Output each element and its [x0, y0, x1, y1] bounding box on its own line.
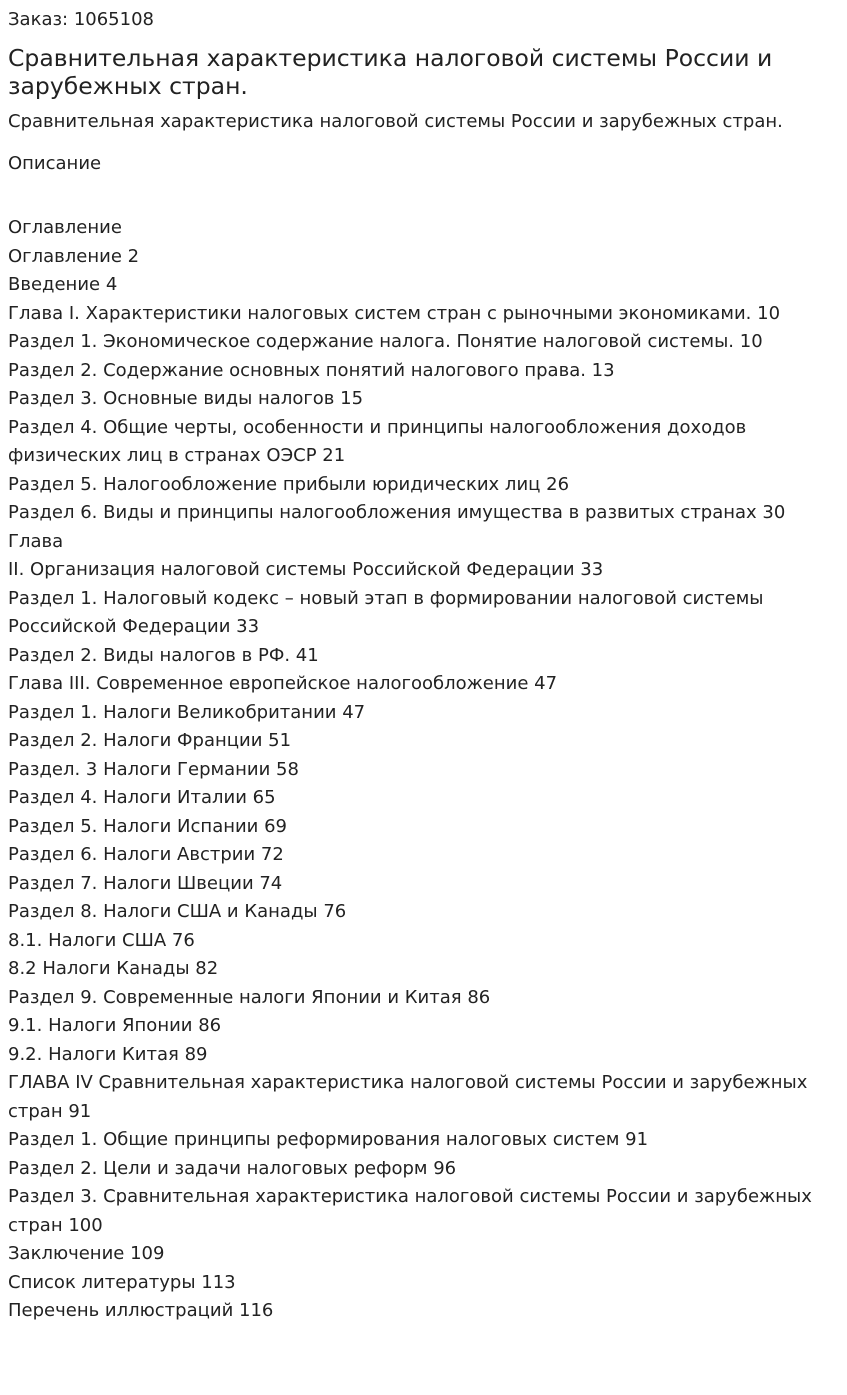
- toc-item: Оглавление: [8, 217, 122, 238]
- page-title: Сравнительная характеристика налоговой системы России и зарубежных стран.: [8, 44, 773, 100]
- description-heading: Описание: [8, 153, 102, 174]
- toc-item: Раздел 5. Налоги Испании 69: [8, 815, 288, 837]
- toc-item: Список литературы 113: [8, 1271, 236, 1293]
- page-subtitle: Сравнительная характеристика налоговой системы России и зарубежных стран.: [8, 111, 783, 132]
- toc-item: Заключение 109: [8, 1243, 165, 1264]
- toc-item: Оглавление 2: [8, 245, 140, 267]
- toc-item: Раздел 6. Виды и принципы налогообложения имущества в развитых странах 30: [8, 502, 786, 523]
- order-number: Заказ: 1065108: [8, 9, 154, 30]
- toc-item: Раздел 5. Налогообложение прибыли юридических лиц 26: [8, 473, 570, 495]
- toc-item: Раздел 2. Виды налогов в РФ. 41: [8, 644, 319, 666]
- toc-item: Раздел. 3 Налоги Германии 58: [8, 758, 299, 780]
- toc-item: Раздел 2. Цели и задачи налоговых реформ 96: [8, 1157, 457, 1179]
- toc-item: Раздел 1. Экономическое содержание налога. Понятие налоговой системы. 10: [8, 331, 763, 352]
- toc-item: Раздел 3. Сравнительная характеристика налоговой системы России и зарубежных стран 100: [8, 1186, 812, 1236]
- toc-item: II. Организация налоговой системы Российской Федерации 33: [8, 559, 604, 580]
- toc-item: Раздел 9. Современные налоги Японии и Китая 86: [8, 986, 491, 1008]
- toc-item: 9.1. Налоги Японии 86: [8, 1015, 222, 1036]
- toc-item: Раздел 4. Налоги Италии 65: [8, 787, 276, 808]
- toc-item: Глава: [8, 530, 64, 552]
- toc-item: Раздел 1. Общие принципы реформирования налоговых систем 91: [8, 1129, 649, 1150]
- table-of-contents: [8, 214, 839, 1326]
- toc-item: Введение 4: [8, 274, 118, 295]
- toc-item: Раздел 7. Налоги Швеции 74: [8, 872, 283, 894]
- toc-item: 8.2 Налоги Канады 82: [8, 958, 219, 979]
- toc-item: Раздел 2. Содержание основных понятий налогового права. 13: [8, 359, 615, 381]
- toc-item: Раздел 1. Налоги Великобритании 47: [8, 701, 366, 723]
- toc-item: Раздел 2. Налоги Франции 51: [8, 730, 292, 751]
- toc-item: Глава I. Характеристики налоговых систем стран с рыночными экономиками. 10: [8, 302, 781, 324]
- toc-item: Раздел 3. Основные виды налогов 15: [8, 388, 364, 409]
- toc-item: Глава III. Современное европейское налогообложение 47: [8, 673, 558, 694]
- toc-item: Раздел 1. Налоговый кодекс – новый этап в формировании налоговой системы Российской Федерации 33: [8, 587, 764, 637]
- toc-item: Раздел 8. Налоги США и Канады 76: [8, 901, 347, 922]
- toc-item: Раздел 6. Налоги Австрии 72: [8, 844, 284, 865]
- toc-item: Раздел 4. Общие черты, особенности и принципы налогообложения доходов физических лиц в странах ОЭСР 21: [8, 416, 747, 466]
- toc-item: ГЛАВА IV Сравнительная характеристика налоговой системы России и зарубежных стран 91: [8, 1072, 808, 1122]
- toc-item: 9.2. Налоги Китая 89: [8, 1043, 208, 1065]
- toc-item: 8.1. Налоги США 76: [8, 929, 195, 951]
- toc-item: Перечень иллюстраций 116: [8, 1300, 274, 1321]
